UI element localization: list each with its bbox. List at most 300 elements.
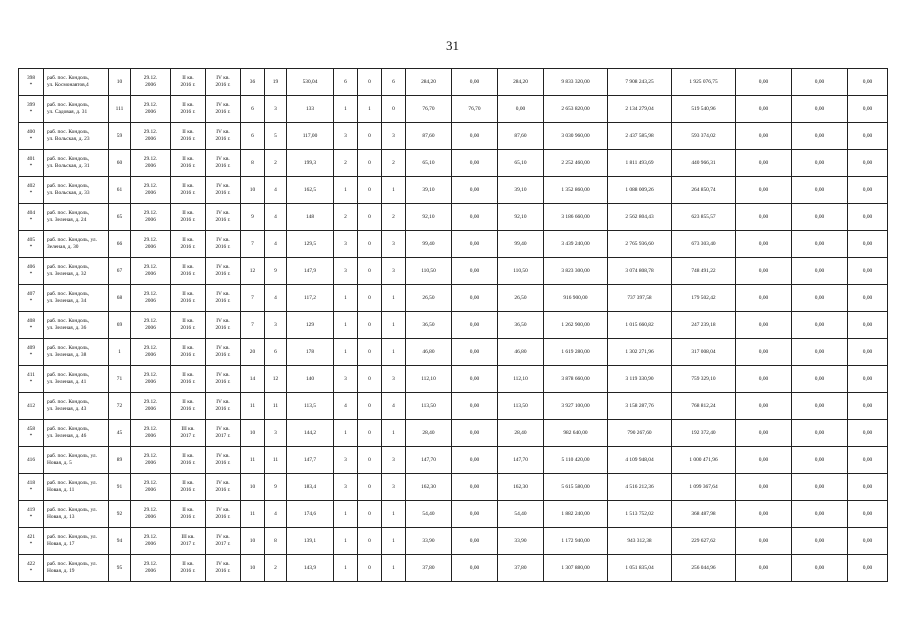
table-row — [19, 528, 888, 555]
cell-rooms-total: 1 — [334, 285, 358, 312]
cell-date-recognized: 29.12. 2006 — [131, 501, 171, 528]
cell-row-number: 412 — [19, 393, 44, 420]
cell-cost-regional: 768 812,24 — [672, 393, 736, 420]
cell-cost-federal: 790 267,60 — [608, 420, 672, 447]
cell-date-recognized: 29.12. 2006 — [131, 123, 171, 150]
cell-area-total: 162,5 — [287, 177, 334, 204]
cell-cost-local: 0,00 — [736, 69, 792, 96]
cell-house-id: 111 — [109, 96, 131, 123]
cell-address: раб. пос. Кондоль, ул. Новая, д. 11 — [44, 474, 109, 501]
cell-address: раб. пос. Кондоль, ул. Зеленая, д. 46 — [44, 420, 109, 447]
cell-area-private: 0,00 — [452, 339, 498, 366]
cell-apartments-count: 4 — [265, 177, 287, 204]
cell-cost-extra: 0,00 — [792, 501, 848, 528]
cell-cost-federal: 1 811 493,69 — [608, 150, 672, 177]
cell-rooms-municipal: 1 — [382, 420, 406, 447]
cell-date-recognized: 29.12. 2006 — [131, 204, 171, 231]
cell-rooms-municipal: 1 — [382, 312, 406, 339]
cell-area-total: 133 — [287, 96, 334, 123]
cell-rooms-municipal: 1 — [382, 501, 406, 528]
cell-apartments-count: 8 — [265, 528, 287, 555]
cell-cost-federal: 4 109 948,04 — [608, 447, 672, 474]
cell-address: раб. пос. Кондоль, ул. Зеленая, д. 34 — [44, 285, 109, 312]
cell-cost-local: 0,00 — [736, 501, 792, 528]
cell-cost-total: 982 640,00 — [544, 420, 608, 447]
cell-address: раб. пос. Кондоль, ул. Зеленая, д. 36 — [44, 312, 109, 339]
table-row — [19, 447, 888, 474]
cell-cost-local: 0,00 — [736, 231, 792, 258]
cell-address: раб. пос. Кондоль, ул. Зеленая, д. 41 — [44, 366, 109, 393]
cell-rooms-private: 0 — [358, 231, 382, 258]
cell-cost-federal: 1 302 271,96 — [608, 339, 672, 366]
cell-house-id: 92 — [109, 501, 131, 528]
cell-residents-count: 10 — [241, 555, 265, 582]
cell-row-number: 399 * — [19, 96, 44, 123]
cell-rooms-municipal: 2 — [382, 150, 406, 177]
cell-cost-local: 0,00 — [736, 447, 792, 474]
cell-cost-other: 0,00 — [848, 204, 888, 231]
cell-area-resettled: 26,50 — [406, 285, 452, 312]
cell-address: раб. пос. Кондоль, ул. Зеленая, д. 30 — [44, 231, 109, 258]
cell-apartments-count: 3 — [265, 420, 287, 447]
cell-cost-total: 1 352 860,00 — [544, 177, 608, 204]
cell-cost-regional: 1 000 471,96 — [672, 447, 736, 474]
cell-cost-local: 0,00 — [736, 150, 792, 177]
cell-area-total: 117,2 — [287, 285, 334, 312]
cell-area-municipal: 46,80 — [498, 339, 544, 366]
cell-area-total: 147,7 — [287, 447, 334, 474]
cell-area-total: 139,1 — [287, 528, 334, 555]
cell-address: раб. пос. Кондоль, ул. Зеленая, д. 38 — [44, 339, 109, 366]
cell-area-private: 0,00 — [452, 528, 498, 555]
cell-cost-other: 0,00 — [848, 474, 888, 501]
cell-rooms-private: 0 — [358, 258, 382, 285]
cell-cost-regional: 623 855,57 — [672, 204, 736, 231]
cell-cost-extra: 0,00 — [792, 474, 848, 501]
cell-apartments-count: 2 — [265, 150, 287, 177]
cell-cost-other: 0,00 — [848, 231, 888, 258]
table-row — [19, 231, 888, 258]
cell-cost-federal: 7 908 243,25 — [608, 69, 672, 96]
cell-cost-total: 3 030 960,00 — [544, 123, 608, 150]
cell-cost-other: 0,00 — [848, 393, 888, 420]
cell-rooms-total: 1 — [334, 528, 358, 555]
cell-cost-total: 2 653 820,00 — [544, 96, 608, 123]
cell-cost-extra: 0,00 — [792, 366, 848, 393]
cell-area-municipal: 99,40 — [498, 231, 544, 258]
cell-cost-regional: 256 044,96 — [672, 555, 736, 582]
cell-area-private: 0,00 — [452, 150, 498, 177]
cell-cost-extra: 0,00 — [792, 150, 848, 177]
cell-area-municipal: 162,30 — [498, 474, 544, 501]
cell-cost-federal: 2 437 585,98 — [608, 123, 672, 150]
cell-area-resettled: 284,20 — [406, 69, 452, 96]
cell-end-date: IV кв. 2016 г. — [206, 231, 241, 258]
table-row — [19, 204, 888, 231]
cell-rooms-private: 0 — [358, 69, 382, 96]
cell-cost-extra: 0,00 — [792, 123, 848, 150]
cell-start-date: II кв. 2016 г. — [171, 150, 206, 177]
cell-row-number: 405 * — [19, 231, 44, 258]
cell-residents-count: 20 — [241, 339, 265, 366]
cell-apartments-count: 12 — [265, 366, 287, 393]
cell-cost-other: 0,00 — [848, 150, 888, 177]
cell-area-municipal: 54,40 — [498, 501, 544, 528]
cell-cost-other: 0,00 — [848, 555, 888, 582]
cell-area-private: 0,00 — [452, 447, 498, 474]
cell-cost-regional: 759 329,10 — [672, 366, 736, 393]
cell-row-number: 409 * — [19, 339, 44, 366]
cell-end-date: IV кв. 2016 г. — [206, 285, 241, 312]
cell-address: раб. пос. Кондоль, ул. Космонавтов,4 — [44, 69, 109, 96]
cell-cost-regional: 368 487,98 — [672, 501, 736, 528]
cell-area-total: 117,00 — [287, 123, 334, 150]
cell-end-date: IV кв. 2016 г. — [206, 204, 241, 231]
cell-area-municipal: 26,50 — [498, 285, 544, 312]
cell-area-resettled: 37,80 — [406, 555, 452, 582]
cell-cost-regional: 317 008,04 — [672, 339, 736, 366]
cell-cost-other: 0,00 — [848, 123, 888, 150]
table-body — [19, 69, 888, 582]
cell-end-date: IV кв. 2016 г. — [206, 366, 241, 393]
cell-address: раб. пос. Кондоль, ул. Новая, д. 19 — [44, 555, 109, 582]
cell-cost-regional: 179 502,42 — [672, 285, 736, 312]
cell-rooms-municipal: 0 — [382, 96, 406, 123]
cell-cost-regional: 673 303,40 — [672, 231, 736, 258]
cell-cost-total: 3 927 100,00 — [544, 393, 608, 420]
cell-residents-count: 9 — [241, 204, 265, 231]
cell-area-private: 0,00 — [452, 420, 498, 447]
cell-cost-extra: 0,00 — [792, 447, 848, 474]
cell-cost-local: 0,00 — [736, 96, 792, 123]
cell-rooms-municipal: 1 — [382, 528, 406, 555]
cell-area-private: 0,00 — [452, 69, 498, 96]
cell-cost-local: 0,00 — [736, 123, 792, 150]
cell-start-date: II кв. 2016 г. — [171, 393, 206, 420]
cell-cost-federal: 1 088 009,26 — [608, 177, 672, 204]
cell-area-private: 0,00 — [452, 258, 498, 285]
table-row — [19, 285, 888, 312]
cell-area-resettled: 87,60 — [406, 123, 452, 150]
cell-cost-regional: 440 966,31 — [672, 150, 736, 177]
cell-end-date: IV кв. 2017 г. — [206, 528, 241, 555]
cell-cost-local: 0,00 — [736, 312, 792, 339]
cell-cost-total: 1 262 900,00 — [544, 312, 608, 339]
cell-cost-regional: 1 099 367,64 — [672, 474, 736, 501]
table-row — [19, 177, 888, 204]
cell-address: раб. пос. Кондоль, ул. Новая, д. 13 — [44, 501, 109, 528]
cell-cost-other: 0,00 — [848, 285, 888, 312]
cell-area-total: 113,5 — [287, 393, 334, 420]
cell-area-private: 0,00 — [452, 501, 498, 528]
cell-rooms-total: 1 — [334, 339, 358, 366]
cell-row-number: 408 * — [19, 312, 44, 339]
cell-cost-extra: 0,00 — [792, 285, 848, 312]
table-row — [19, 339, 888, 366]
cell-rooms-private: 0 — [358, 555, 382, 582]
cell-address: раб. пос. Кондоль, ул. Зеленая, д. 24 — [44, 204, 109, 231]
cell-date-recognized: 29.12. 2006 — [131, 393, 171, 420]
cell-area-total: 140 — [287, 366, 334, 393]
cell-rooms-private: 0 — [358, 177, 382, 204]
cell-cost-federal: 3 119 330,90 — [608, 366, 672, 393]
cell-area-municipal: 112,10 — [498, 366, 544, 393]
cell-rooms-private: 0 — [358, 312, 382, 339]
table-row — [19, 474, 888, 501]
cell-rooms-total: 3 — [334, 366, 358, 393]
cell-cost-total: 3 186 660,00 — [544, 204, 608, 231]
cell-date-recognized: 29.12. 2006 — [131, 339, 171, 366]
cell-start-date: II кв. 2016 г. — [171, 339, 206, 366]
cell-area-resettled: 92,10 — [406, 204, 452, 231]
cell-cost-other: 0,00 — [848, 177, 888, 204]
cell-apartments-count: 11 — [265, 447, 287, 474]
cell-cost-regional: 247 239,18 — [672, 312, 736, 339]
cell-date-recognized: 29.12. 2006 — [131, 96, 171, 123]
cell-start-date: III кв. 2017 г. — [171, 420, 206, 447]
table-row — [19, 555, 888, 582]
cell-cost-total: 1 882 240,00 — [544, 501, 608, 528]
cell-cost-extra: 0,00 — [792, 258, 848, 285]
cell-area-total: 129,5 — [287, 231, 334, 258]
cell-cost-extra: 0,00 — [792, 177, 848, 204]
cell-cost-extra: 0,00 — [792, 420, 848, 447]
cell-house-id: 71 — [109, 366, 131, 393]
cell-house-id: 45 — [109, 420, 131, 447]
cell-area-total: 144,2 — [287, 420, 334, 447]
cell-apartments-count: 6 — [265, 339, 287, 366]
cell-rooms-municipal: 1 — [382, 177, 406, 204]
cell-house-id: 94 — [109, 528, 131, 555]
cell-residents-count: 36 — [241, 69, 265, 96]
cell-area-municipal: 87,60 — [498, 123, 544, 150]
cell-start-date: II кв. 2016 г. — [171, 231, 206, 258]
cell-apartments-count: 19 — [265, 69, 287, 96]
cell-cost-other: 0,00 — [848, 447, 888, 474]
cell-area-resettled: 36,50 — [406, 312, 452, 339]
cell-date-recognized: 29.12. 2006 — [131, 258, 171, 285]
cell-address: раб. пос. Кондоль, ул. Новая, д. 5 — [44, 447, 109, 474]
cell-house-id: 10 — [109, 69, 131, 96]
cell-cost-federal: 1 513 752,02 — [608, 501, 672, 528]
cell-end-date: IV кв. 2016 г. — [206, 123, 241, 150]
cell-residents-count: 10 — [241, 528, 265, 555]
page-number: 31 — [446, 38, 459, 53]
cell-area-private: 76,70 — [452, 96, 498, 123]
cell-start-date: II кв. 2016 г. — [171, 204, 206, 231]
cell-area-municipal: 92,10 — [498, 204, 544, 231]
cell-rooms-private: 0 — [358, 501, 382, 528]
cell-area-resettled: 28,40 — [406, 420, 452, 447]
cell-cost-local: 0,00 — [736, 528, 792, 555]
cell-rooms-total: 3 — [334, 231, 358, 258]
cell-area-resettled: 33,90 — [406, 528, 452, 555]
cell-residents-count: 10 — [241, 177, 265, 204]
cell-date-recognized: 29.12. 2006 — [131, 555, 171, 582]
cell-rooms-private: 0 — [358, 420, 382, 447]
cell-area-resettled: 113,50 — [406, 393, 452, 420]
cell-rooms-municipal: 3 — [382, 474, 406, 501]
cell-cost-total: 9 833 320,00 — [544, 69, 608, 96]
cell-rooms-total: 1 — [334, 420, 358, 447]
cell-residents-count: 7 — [241, 312, 265, 339]
cell-rooms-municipal: 4 — [382, 393, 406, 420]
cell-area-resettled: 76,70 — [406, 96, 452, 123]
cell-row-number: 406 * — [19, 258, 44, 285]
cell-cost-federal: 943 312,38 — [608, 528, 672, 555]
cell-area-private: 0,00 — [452, 366, 498, 393]
cell-cost-regional: 748 491,22 — [672, 258, 736, 285]
cell-rooms-total: 2 — [334, 204, 358, 231]
cell-cost-other: 0,00 — [848, 96, 888, 123]
cell-date-recognized: 29.12. 2006 — [131, 420, 171, 447]
cell-area-municipal: 39,10 — [498, 177, 544, 204]
cell-house-id: 59 — [109, 123, 131, 150]
cell-row-number: 422 * — [19, 555, 44, 582]
cell-address: раб. пос. Кондоль, ул. Вольская, д. 33 — [44, 177, 109, 204]
cell-cost-other: 0,00 — [848, 366, 888, 393]
cell-apartments-count: 9 — [265, 258, 287, 285]
cell-residents-count: 8 — [241, 150, 265, 177]
cell-rooms-total: 1 — [334, 177, 358, 204]
cell-rooms-total: 1 — [334, 501, 358, 528]
cell-row-number: 421 * — [19, 528, 44, 555]
cell-address: раб. пос. Кондоль, ул. Зеленая, д. 43 — [44, 393, 109, 420]
cell-cost-local: 0,00 — [736, 393, 792, 420]
cell-cost-regional: 229 627,62 — [672, 528, 736, 555]
cell-residents-count: 7 — [241, 231, 265, 258]
cell-cost-extra: 0,00 — [792, 204, 848, 231]
cell-cost-regional: 192 372,40 — [672, 420, 736, 447]
cell-end-date: IV кв. 2016 г. — [206, 312, 241, 339]
cell-area-total: 147,9 — [287, 258, 334, 285]
table-row — [19, 366, 888, 393]
cell-date-recognized: 29.12. 2006 — [131, 312, 171, 339]
cell-area-private: 0,00 — [452, 312, 498, 339]
cell-cost-extra: 0,00 — [792, 528, 848, 555]
cell-area-municipal: 284,20 — [498, 69, 544, 96]
cell-area-resettled: 46,80 — [406, 339, 452, 366]
cell-end-date: IV кв. 2016 г. — [206, 96, 241, 123]
cell-row-number: 458 * — [19, 420, 44, 447]
cell-cost-other: 0,00 — [848, 339, 888, 366]
cell-cost-regional: 264 850,74 — [672, 177, 736, 204]
cell-area-total: 129 — [287, 312, 334, 339]
cell-area-total: 183,4 — [287, 474, 334, 501]
cell-date-recognized: 29.12. 2006 — [131, 150, 171, 177]
cell-cost-federal: 4 516 212,36 — [608, 474, 672, 501]
cell-rooms-total: 3 — [334, 123, 358, 150]
cell-end-date: IV кв. 2016 г. — [206, 339, 241, 366]
cell-row-number: 400 * — [19, 123, 44, 150]
cell-end-date: IV кв. 2016 г. — [206, 555, 241, 582]
table-row — [19, 150, 888, 177]
cell-address: раб. пос. Кондоль, ул. Новая, д. 17 — [44, 528, 109, 555]
cell-rooms-municipal: 3 — [382, 258, 406, 285]
cell-area-private: 0,00 — [452, 123, 498, 150]
cell-area-private: 0,00 — [452, 285, 498, 312]
cell-date-recognized: 29.12. 2006 — [131, 474, 171, 501]
cell-start-date: II кв. 2016 г. — [171, 555, 206, 582]
cell-row-number: 404 * — [19, 204, 44, 231]
cell-rooms-total: 6 — [334, 69, 358, 96]
cell-apartments-count: 5 — [265, 123, 287, 150]
cell-rooms-total: 1 — [334, 555, 358, 582]
cell-area-resettled: 54,40 — [406, 501, 452, 528]
cell-area-municipal: 147,70 — [498, 447, 544, 474]
cell-cost-total: 3 439 240,00 — [544, 231, 608, 258]
cell-rooms-total: 1 — [334, 312, 358, 339]
cell-area-municipal: 36,50 — [498, 312, 544, 339]
cell-cost-federal: 2 562 804,43 — [608, 204, 672, 231]
cell-cost-extra: 0,00 — [792, 339, 848, 366]
cell-end-date: IV кв. 2016 г. — [206, 69, 241, 96]
cell-apartments-count: 2 — [265, 555, 287, 582]
cell-end-date: IV кв. 2016 г. — [206, 177, 241, 204]
cell-cost-regional: 593 374,02 — [672, 123, 736, 150]
cell-apartments-count: 4 — [265, 501, 287, 528]
cell-start-date: II кв. 2016 г. — [171, 69, 206, 96]
cell-area-private: 0,00 — [452, 393, 498, 420]
cell-row-number: 418 * — [19, 474, 44, 501]
cell-area-private: 0,00 — [452, 231, 498, 258]
cell-rooms-total: 1 — [334, 96, 358, 123]
cell-row-number: 411 * — [19, 366, 44, 393]
cell-address: раб. пос. Кондоль, ул. Садовая, д. 31 — [44, 96, 109, 123]
cell-cost-total: 3 878 660,00 — [544, 366, 608, 393]
cell-area-total: 178 — [287, 339, 334, 366]
cell-date-recognized: 29.12. 2006 — [131, 177, 171, 204]
cell-rooms-private: 0 — [358, 393, 382, 420]
cell-house-id: 66 — [109, 231, 131, 258]
cell-start-date: II кв. 2016 г. — [171, 96, 206, 123]
cell-apartments-count: 4 — [265, 285, 287, 312]
cell-area-municipal: 28,40 — [498, 420, 544, 447]
cell-date-recognized: 29.12. 2006 — [131, 69, 171, 96]
cell-apartments-count: 3 — [265, 312, 287, 339]
cell-rooms-total: 2 — [334, 150, 358, 177]
table-row — [19, 393, 888, 420]
cell-residents-count: 11 — [241, 447, 265, 474]
cell-cost-local: 0,00 — [736, 420, 792, 447]
table-row — [19, 420, 888, 447]
cell-cost-total: 916 900,00 — [544, 285, 608, 312]
cell-residents-count: 6 — [241, 96, 265, 123]
cell-area-resettled: 110,50 — [406, 258, 452, 285]
cell-area-resettled: 162,30 — [406, 474, 452, 501]
cell-area-resettled: 112,10 — [406, 366, 452, 393]
cell-area-resettled: 39,10 — [406, 177, 452, 204]
cell-house-id: 91 — [109, 474, 131, 501]
cell-date-recognized: 29.12. 2006 — [131, 285, 171, 312]
cell-area-resettled: 65,10 — [406, 150, 452, 177]
cell-area-municipal: 110,50 — [498, 258, 544, 285]
cell-house-id: 67 — [109, 258, 131, 285]
cell-area-resettled: 147,70 — [406, 447, 452, 474]
cell-rooms-municipal: 1 — [382, 339, 406, 366]
cell-rooms-total: 4 — [334, 393, 358, 420]
cell-cost-total: 1 172 940,00 — [544, 528, 608, 555]
cell-date-recognized: 29.12. 2006 — [131, 447, 171, 474]
cell-date-recognized: 29.12. 2006 — [131, 366, 171, 393]
cell-rooms-total: 3 — [334, 447, 358, 474]
cell-cost-federal: 3 074 808,78 — [608, 258, 672, 285]
cell-residents-count: 14 — [241, 366, 265, 393]
cell-row-number: 416 — [19, 447, 44, 474]
cell-cost-federal: 3 158 287,76 — [608, 393, 672, 420]
cell-cost-local: 0,00 — [736, 258, 792, 285]
cell-rooms-municipal: 3 — [382, 123, 406, 150]
